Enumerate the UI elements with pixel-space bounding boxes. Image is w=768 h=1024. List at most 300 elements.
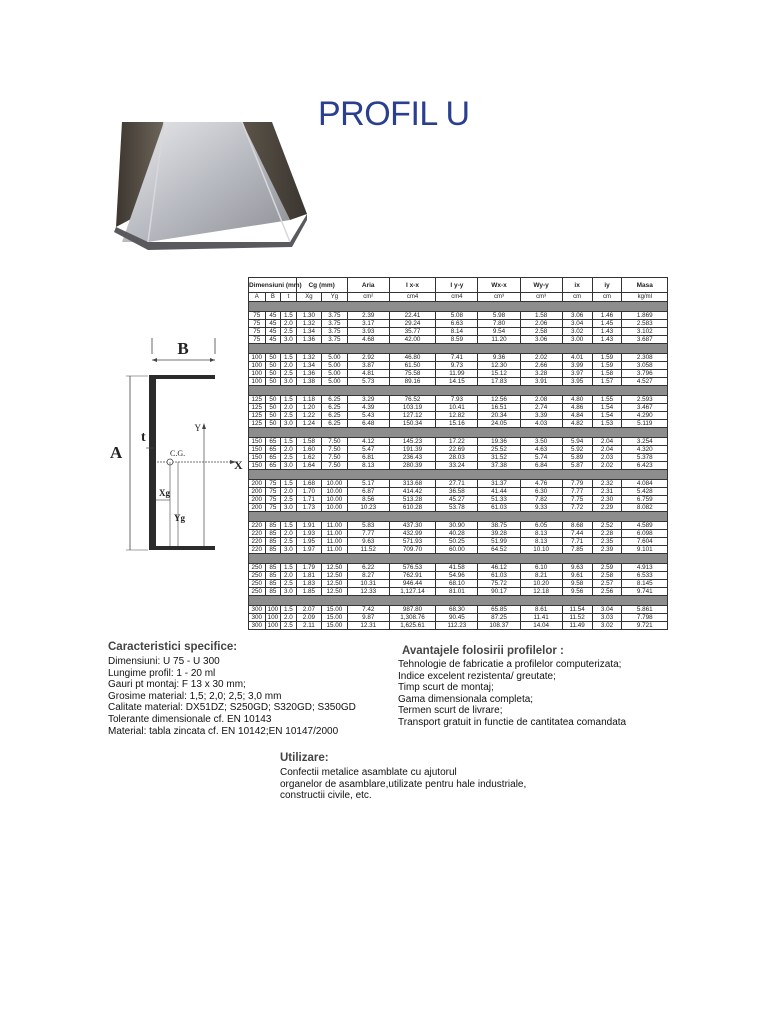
table-cell: 100 <box>249 362 266 370</box>
table-cell: 4.589 <box>622 522 668 530</box>
table-row <box>249 446 668 454</box>
table-cell: 75 <box>249 328 266 336</box>
table-cell: 6.84 <box>520 462 562 470</box>
table-cell: 220 <box>249 546 266 554</box>
table-cell: 3.0 <box>281 378 297 386</box>
label-cg: C.G. <box>170 449 186 458</box>
table-row <box>249 606 668 614</box>
table-row <box>249 622 668 630</box>
table-cell: 250 <box>249 572 266 580</box>
advantages-title: Avantajele folosirii profilelor : <box>402 645 564 657</box>
table-cell: 7.80 <box>478 320 520 328</box>
table-cell: 2.56 <box>592 588 622 596</box>
table-cell: 7.50 <box>322 454 348 462</box>
table-cell: 6.87 <box>347 488 389 496</box>
section-diagram <box>108 330 250 566</box>
table-cell: 51.33 <box>478 496 520 504</box>
table-cell: 437.30 <box>389 522 436 530</box>
table-cell: 1.70 <box>296 488 321 496</box>
table-cell: 11.54 <box>562 606 592 614</box>
table-cell: 27.71 <box>436 480 478 488</box>
table-cell: 8.13 <box>520 538 562 546</box>
table-row <box>249 488 668 496</box>
table-cell: 8.27 <box>347 572 389 580</box>
label-b: B <box>177 339 189 358</box>
table-cell: 9.58 <box>562 580 592 588</box>
table-cell: 300 <box>249 622 266 630</box>
table-cell: 6.098 <box>622 530 668 538</box>
separator-cell <box>249 596 668 606</box>
table-cell: 7.79 <box>562 480 592 488</box>
table-cell: 41.58 <box>436 564 478 572</box>
table-cell: 1.55 <box>592 396 622 404</box>
table-cell: 125 <box>249 412 266 420</box>
specs-line: Grosime material: 1,5; 2,0; 2,5; 3,0 mm <box>108 690 282 702</box>
table-cell: 191.39 <box>389 446 436 454</box>
table-cell: 2.583 <box>622 320 668 328</box>
column-subheader: cm <box>562 293 592 302</box>
table-cell: 85 <box>265 546 281 554</box>
table-cell: 1.68 <box>296 480 321 488</box>
table-cell: 4.084 <box>622 480 668 488</box>
table-cell: 4.290 <box>622 412 668 420</box>
table-cell: 50 <box>265 378 281 386</box>
table-cell: 8.13 <box>520 530 562 538</box>
column-header: Dimensiuni (mm) <box>249 278 297 293</box>
table-cell: 2.5 <box>281 538 297 546</box>
table-row <box>249 404 668 412</box>
table-cell: 150.34 <box>389 420 436 428</box>
table-cell: 65.85 <box>478 606 520 614</box>
advantages-line: Indice excelent rezistenta/ greutate; <box>398 670 556 682</box>
table-cell: 5.87 <box>562 462 592 470</box>
table-cell: 1.20 <box>296 404 321 412</box>
table-cell: 3.0 <box>281 588 297 596</box>
table-cell: 3.254 <box>622 438 668 446</box>
table-cell: 4.76 <box>520 480 562 488</box>
table-cell: 150 <box>249 454 266 462</box>
table-cell: 4.82 <box>562 420 592 428</box>
table-cell: 3.75 <box>322 336 348 344</box>
table-cell: 2.5 <box>281 496 297 504</box>
table-cell: 10.00 <box>322 480 348 488</box>
table-cell: 3.06 <box>520 336 562 344</box>
table-cell: 6.30 <box>520 488 562 496</box>
table-cell: 75 <box>265 504 281 512</box>
table-cell: 125 <box>249 396 266 404</box>
table-cell: 2.0 <box>281 488 297 496</box>
table-cell: 3.02 <box>562 328 592 336</box>
table-cell: 3.00 <box>562 336 592 344</box>
column-subheader: cm² <box>347 293 389 302</box>
table-cell: 7.77 <box>347 530 389 538</box>
table-cell: 2.39 <box>347 312 389 320</box>
table-cell: 7.72 <box>562 504 592 512</box>
table-cell: 6.63 <box>436 320 478 328</box>
label-x: X <box>234 458 243 472</box>
table-cell: 35.77 <box>389 328 436 336</box>
separator-cell <box>249 344 668 354</box>
table-cell: 3.058 <box>622 362 668 370</box>
table-cell: 2.02 <box>520 354 562 362</box>
table-cell: 2.11 <box>296 622 321 630</box>
table-cell: 61.50 <box>389 362 436 370</box>
advantages-lines <box>398 659 718 729</box>
table-cell: 85 <box>265 572 281 580</box>
table-cell: 3.687 <box>622 336 668 344</box>
table-cell: 1.81 <box>296 572 321 580</box>
table-cell: 8.21 <box>520 572 562 580</box>
table-row <box>249 480 668 488</box>
table-cell: 1.38 <box>296 378 321 386</box>
table-cell: 2.32 <box>592 480 622 488</box>
column-header: Cg (mm) <box>296 278 347 293</box>
table-cell: 3.75 <box>322 328 348 336</box>
column-subheader: cm4 <box>436 293 478 302</box>
table-cell: 10.41 <box>436 404 478 412</box>
table-cell: 2.39 <box>592 546 622 554</box>
table-cell: 17.22 <box>436 438 478 446</box>
table-cell: 9.33 <box>520 504 562 512</box>
table-cell: 108.37 <box>478 622 520 630</box>
table-cell: 2.0 <box>281 530 297 538</box>
table-cell: 40.28 <box>436 530 478 538</box>
table-cell: 33.24 <box>436 462 478 470</box>
advantages-line: Tehnologie de fabricatie a profilelor computerizata; <box>398 659 622 670</box>
table-cell: 4.320 <box>622 446 668 454</box>
table-cell: 6.10 <box>520 564 562 572</box>
table-cell: 100 <box>249 354 266 362</box>
table-cell: 414.42 <box>389 488 436 496</box>
table-cell: 6.533 <box>622 572 668 580</box>
column-subheader: kg/ml <box>622 293 668 302</box>
table-cell: 3.97 <box>562 370 592 378</box>
table-cell: 15.00 <box>322 614 348 622</box>
table-row <box>249 504 668 512</box>
table-cell: 1.60 <box>296 446 321 454</box>
table-cell: 1.32 <box>296 320 321 328</box>
u-channel-photo <box>92 92 312 260</box>
table-cell: 81.01 <box>436 588 478 596</box>
table-cell: 2.52 <box>592 522 622 530</box>
table-cell: 25.52 <box>478 446 520 454</box>
table-cell: 30.90 <box>436 522 478 530</box>
table-cell: 42.00 <box>389 336 436 344</box>
table-cell: 1,308.76 <box>389 614 436 622</box>
table-cell: 1.32 <box>296 354 321 362</box>
table-cell: 85 <box>265 522 281 530</box>
table-cell: 3.06 <box>562 312 592 320</box>
table-cell: 2.5 <box>281 328 297 336</box>
table-cell: 1.5 <box>281 564 297 572</box>
table-cell: 39.28 <box>478 530 520 538</box>
advantages-line: Gama dimensionala completa; <box>398 693 534 705</box>
table-cell: 14.04 <box>520 622 562 630</box>
column-header: I x-x <box>389 278 436 293</box>
table-cell: 46.80 <box>389 354 436 362</box>
table-cell: 15.12 <box>478 370 520 378</box>
table-header-row <box>249 278 668 293</box>
table-cell: 50 <box>265 362 281 370</box>
table-cell: 5.00 <box>322 378 348 386</box>
table-cell: 2.29 <box>592 504 622 512</box>
table-cell: 1.18 <box>296 396 321 404</box>
table-cell: 1.97 <box>296 546 321 554</box>
table-cell: 11.00 <box>322 530 348 538</box>
table-cell: 75 <box>249 336 266 344</box>
table-cell: 1.59 <box>592 354 622 362</box>
table-cell: 8.082 <box>622 504 668 512</box>
table-cell: 36.58 <box>436 488 478 496</box>
table-cell: 2.06 <box>520 320 562 328</box>
table-row <box>249 378 668 386</box>
specs-line: Tolerante dimensionale cf. EN 10143 <box>108 713 272 725</box>
table-cell: 3.17 <box>347 320 389 328</box>
table-cell: 3.99 <box>562 362 592 370</box>
table-cell: 7.798 <box>622 614 668 622</box>
label-xg: Xg <box>159 488 170 498</box>
table-cell: 9.63 <box>347 538 389 546</box>
table-cell: 12.31 <box>347 622 389 630</box>
table-cell: 5.83 <box>347 522 389 530</box>
table-cell: 4.80 <box>562 396 592 404</box>
table-cell: 6.759 <box>622 496 668 504</box>
table-cell: 300 <box>249 606 266 614</box>
table-cell: 1.64 <box>296 462 321 470</box>
table-cell: 6.05 <box>520 522 562 530</box>
table-cell: 4.63 <box>520 446 562 454</box>
table-cell: 12.30 <box>478 362 520 370</box>
table-cell: 1.58 <box>592 370 622 378</box>
specs-line: Gauri pt montaj: F 13 x 30 mm; <box>108 679 246 691</box>
separator-cell <box>249 386 668 396</box>
group-separator <box>249 554 668 564</box>
separator-cell <box>249 302 668 312</box>
table-row <box>249 564 668 572</box>
table-cell: 250 <box>249 580 266 588</box>
column-header: ix <box>562 278 592 293</box>
group-separator <box>249 344 668 354</box>
table-cell: 12.18 <box>520 588 562 596</box>
table-cell: 11.00 <box>322 546 348 554</box>
table-row <box>249 370 668 378</box>
table-cell: 11.52 <box>347 546 389 554</box>
table-cell: 1.36 <box>296 336 321 344</box>
table-cell: 1.43 <box>592 336 622 344</box>
table-cell: 65 <box>265 454 281 462</box>
table-cell: 15.00 <box>322 606 348 614</box>
table-cell: 5.00 <box>322 370 348 378</box>
table-cell: 220 <box>249 522 266 530</box>
table-cell: 11.41 <box>520 614 562 622</box>
table-cell: 150 <box>249 446 266 454</box>
table-cell: 2.02 <box>592 462 622 470</box>
table-cell: 220 <box>249 530 266 538</box>
table-cell: 7.77 <box>562 488 592 496</box>
label-yg: Yg <box>174 513 185 523</box>
column-header: Wy-y <box>520 278 562 293</box>
table-cell: 12.33 <box>347 588 389 596</box>
column-subheader: cm4 <box>389 293 436 302</box>
table-cell: 12.82 <box>436 412 478 420</box>
table-cell: 85 <box>265 588 281 596</box>
table-cell: 100 <box>265 622 281 630</box>
table-cell: 5.119 <box>622 420 668 428</box>
table-cell: 145.23 <box>389 438 436 446</box>
table-cell: 2.0 <box>281 320 297 328</box>
table-cell: 100 <box>249 378 266 386</box>
table-cell: 8.68 <box>562 522 592 530</box>
table-cell: 280.39 <box>389 462 436 470</box>
table-cell: 236.43 <box>389 454 436 462</box>
column-subheader: B <box>265 293 281 302</box>
table-cell: 45 <box>265 320 281 328</box>
table-cell: 1.73 <box>296 504 321 512</box>
table-cell: 75 <box>265 480 281 488</box>
table-cell: 1.95 <box>296 538 321 546</box>
table-cell: 50 <box>265 412 281 420</box>
advantages-section <box>398 645 718 729</box>
table-cell: 946.44 <box>389 580 436 588</box>
table-cell: 2.593 <box>622 396 668 404</box>
table-cell: 2.08 <box>520 396 562 404</box>
table-cell: 200 <box>249 480 266 488</box>
specs-lines <box>108 656 408 737</box>
table-cell: 987.80 <box>389 606 436 614</box>
table-cell: 9.56 <box>562 588 592 596</box>
table-cell: 10.00 <box>322 504 348 512</box>
table-cell: 250 <box>249 564 266 572</box>
table-cell: 1.5 <box>281 354 297 362</box>
table-cell: 8.59 <box>436 336 478 344</box>
table-cell: 9.73 <box>436 362 478 370</box>
table-cell: 10.31 <box>347 580 389 588</box>
table-cell: 45 <box>265 328 281 336</box>
table-cell: 11.52 <box>562 614 592 622</box>
table-cell: 10.10 <box>520 546 562 554</box>
table-cell: 100 <box>249 370 266 378</box>
table-cell: 7.44 <box>562 530 592 538</box>
table-cell: 54.96 <box>436 572 478 580</box>
table-cell: 1.85 <box>296 588 321 596</box>
table-row <box>249 572 668 580</box>
table-cell: 3.04 <box>592 606 622 614</box>
column-subheader: cm³ <box>478 293 520 302</box>
table-cell: 2.58 <box>592 572 622 580</box>
table-cell: 4.81 <box>347 370 389 378</box>
table-row <box>249 462 668 470</box>
table-cell: 4.01 <box>562 354 592 362</box>
table-cell: 150 <box>249 438 266 446</box>
table-cell: 1.57 <box>592 378 622 386</box>
table-cell: 2.07 <box>296 606 321 614</box>
table-cell: 19.36 <box>478 438 520 446</box>
table-cell: 1,127.14 <box>389 588 436 596</box>
table-cell: 3.0 <box>281 504 297 512</box>
table-cell: 28.03 <box>436 454 478 462</box>
group-separator <box>249 512 668 522</box>
table-cell: 4.86 <box>562 404 592 412</box>
table-row <box>249 454 668 462</box>
table-cell: 51.99 <box>478 538 520 546</box>
table-cell: 16.51 <box>478 404 520 412</box>
table-row <box>249 538 668 546</box>
table-cell: 125 <box>249 404 266 412</box>
usage-line: organelor de asamblare,utilizate pentru hale industriale, <box>280 778 527 790</box>
table-cell: 11.20 <box>478 336 520 344</box>
column-header: iy <box>592 278 622 293</box>
specs-title: Caracteristici specifice: <box>108 641 238 653</box>
group-separator <box>249 470 668 480</box>
table-cell: 1.5 <box>281 522 297 530</box>
table-cell: 85 <box>265 538 281 546</box>
table-cell: 1.5 <box>281 312 297 320</box>
table-cell: 7.41 <box>436 354 478 362</box>
label-a: A <box>110 443 123 462</box>
table-cell: 5.89 <box>562 454 592 462</box>
table-cell: 1.62 <box>296 454 321 462</box>
table-cell: 3.93 <box>347 328 389 336</box>
table-cell: 65 <box>265 438 281 446</box>
table-cell: 2.04 <box>592 446 622 454</box>
table-cell: 1.91 <box>296 522 321 530</box>
table-cell: 200 <box>249 504 266 512</box>
table-cell: 1.34 <box>296 362 321 370</box>
table-cell: 7.50 <box>322 438 348 446</box>
table-row <box>249 546 668 554</box>
table-cell: 300 <box>249 614 266 622</box>
table-row <box>249 320 668 328</box>
table-cell: 1.5 <box>281 396 297 404</box>
table-cell: 75.58 <box>389 370 436 378</box>
table-cell: 12.50 <box>322 580 348 588</box>
table-cell: 9.61 <box>562 572 592 580</box>
column-header: Masa <box>622 278 668 293</box>
table-cell: 3.75 <box>322 312 348 320</box>
table-cell: 75.72 <box>478 580 520 588</box>
table-cell: 1.71 <box>296 496 321 504</box>
table-cell: 17.83 <box>478 378 520 386</box>
table-cell: 571.93 <box>389 538 436 546</box>
table-cell: 2.0 <box>281 614 297 622</box>
label-t: t <box>141 430 146 445</box>
table-cell: 11.00 <box>322 522 348 530</box>
table-cell: 4.39 <box>347 404 389 412</box>
table-cell: 6.25 <box>322 420 348 428</box>
table-cell: 3.102 <box>622 328 668 336</box>
table-cell: 22.41 <box>389 312 436 320</box>
table-row <box>249 522 668 530</box>
column-subheader: cm <box>592 293 622 302</box>
table-cell: 50.25 <box>436 538 478 546</box>
table-cell: 2.28 <box>592 530 622 538</box>
table-cell: 125 <box>249 420 266 428</box>
table-cell: 8.56 <box>347 496 389 504</box>
table-cell: 85 <box>265 564 281 572</box>
table-cell: 9.87 <box>347 614 389 622</box>
table-row <box>249 336 668 344</box>
table-cell: 220 <box>249 538 266 546</box>
table-cell: 2.03 <box>592 454 622 462</box>
table-cell: 709.70 <box>389 546 436 554</box>
table-cell: 2.0 <box>281 572 297 580</box>
specs-line: Calitate material: DX51DZ; S250GD; S320GD; S350GD <box>108 702 356 714</box>
table-cell: 3.467 <box>622 404 668 412</box>
table-cell: 762.91 <box>389 572 436 580</box>
table-cell: 6.25 <box>322 404 348 412</box>
table-cell: 68.30 <box>436 606 478 614</box>
table-cell: 200 <box>249 488 266 496</box>
